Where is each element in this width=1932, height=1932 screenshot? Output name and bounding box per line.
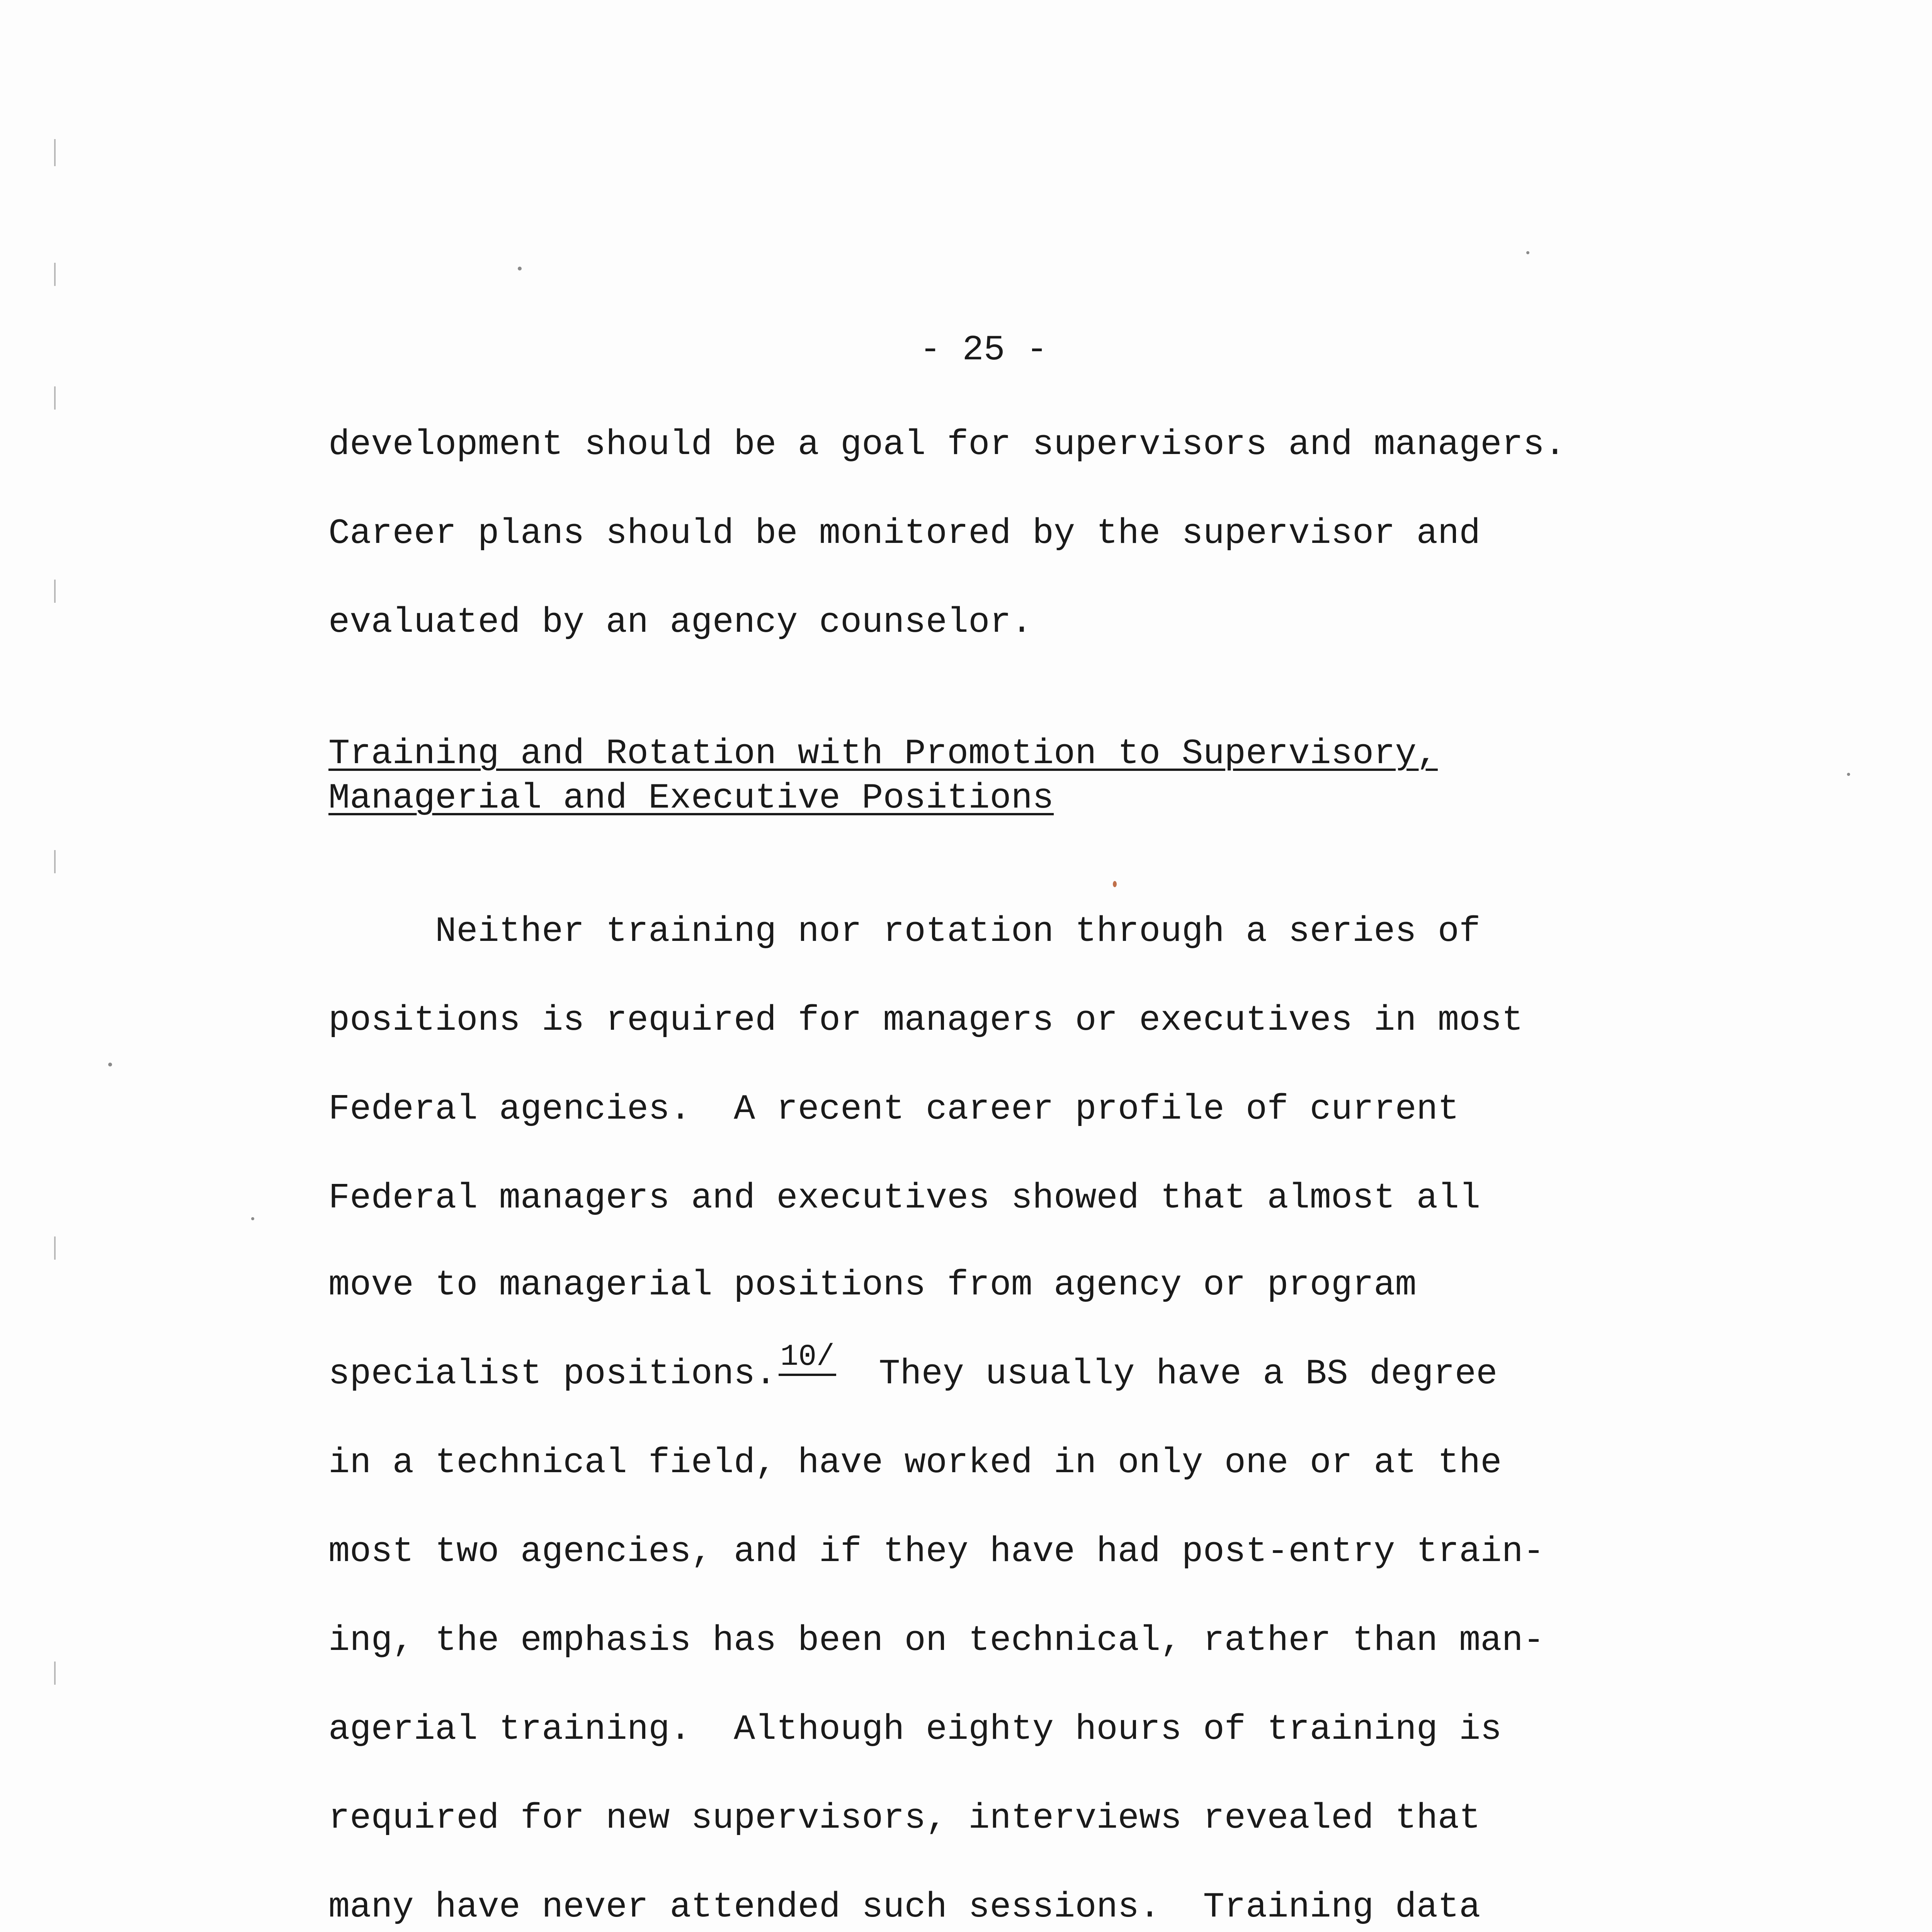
intro-line-1: development should be a goal for supervisors and managers. — [328, 424, 1566, 465]
scan-mark — [54, 139, 56, 166]
body-line-10: agerial training. Although eighty hours of training is — [328, 1709, 1502, 1750]
body-line-4: Federal managers and executives showed that almost all — [328, 1178, 1481, 1218]
body-line-12: many have never attended such sessions. Training data — [328, 1887, 1481, 1927]
section-heading-line-2: Managerial and Executive Positions — [328, 778, 1054, 818]
scan-speck — [1526, 251, 1529, 254]
scan-mark — [54, 580, 56, 603]
scan-mark — [54, 1662, 56, 1685]
scan-speck — [1113, 881, 1117, 887]
body-line-6 — [328, 1340, 1498, 1395]
scan-speck — [1847, 773, 1850, 776]
body-line-6-start: specialist positions. — [328, 1354, 777, 1394]
body-line-3: Federal agencies. A recent career profile of current — [328, 1089, 1459, 1129]
body-line-2: positions is required for managers or executives in most — [328, 1000, 1523, 1041]
scan-mark — [54, 850, 56, 873]
intro-line-2: Career plans should be monitored by the supervisor and — [328, 513, 1481, 554]
footnote-ref-10 — [779, 1342, 836, 1376]
scan-mark — [54, 263, 56, 286]
body-line-1: Neither training nor rotation through a series of — [328, 911, 1481, 952]
section-heading-line-1: Training and Rotation with Promotion to Supervisory, — [328, 733, 1438, 774]
scan-speck — [108, 1063, 112, 1066]
footnote-ref-10-slash: / — [816, 1340, 835, 1374]
scan-mark — [54, 386, 56, 410]
footnote-ref-10-number: 10 — [780, 1340, 817, 1374]
body-line-6-end: They usually have a BS degree — [836, 1354, 1498, 1394]
page-number: - 25 - — [920, 330, 1048, 370]
body-line-8: most two agencies, and if they have had post-entry train- — [328, 1531, 1544, 1572]
body-line-5: move to managerial positions from agency or program — [328, 1265, 1417, 1305]
scan-mark — [54, 1236, 56, 1260]
scan-speck — [251, 1217, 254, 1220]
body-line-7: in a technical field, have worked in only one or at the — [328, 1442, 1502, 1483]
scan-speck — [518, 267, 522, 270]
intro-line-3: evaluated by an agency counselor. — [328, 602, 1032, 643]
body-line-9: ing, the emphasis has been on technical, rather than man- — [328, 1620, 1544, 1661]
body-line-11: required for new supervisors, interviews revealed that — [328, 1798, 1481, 1838]
